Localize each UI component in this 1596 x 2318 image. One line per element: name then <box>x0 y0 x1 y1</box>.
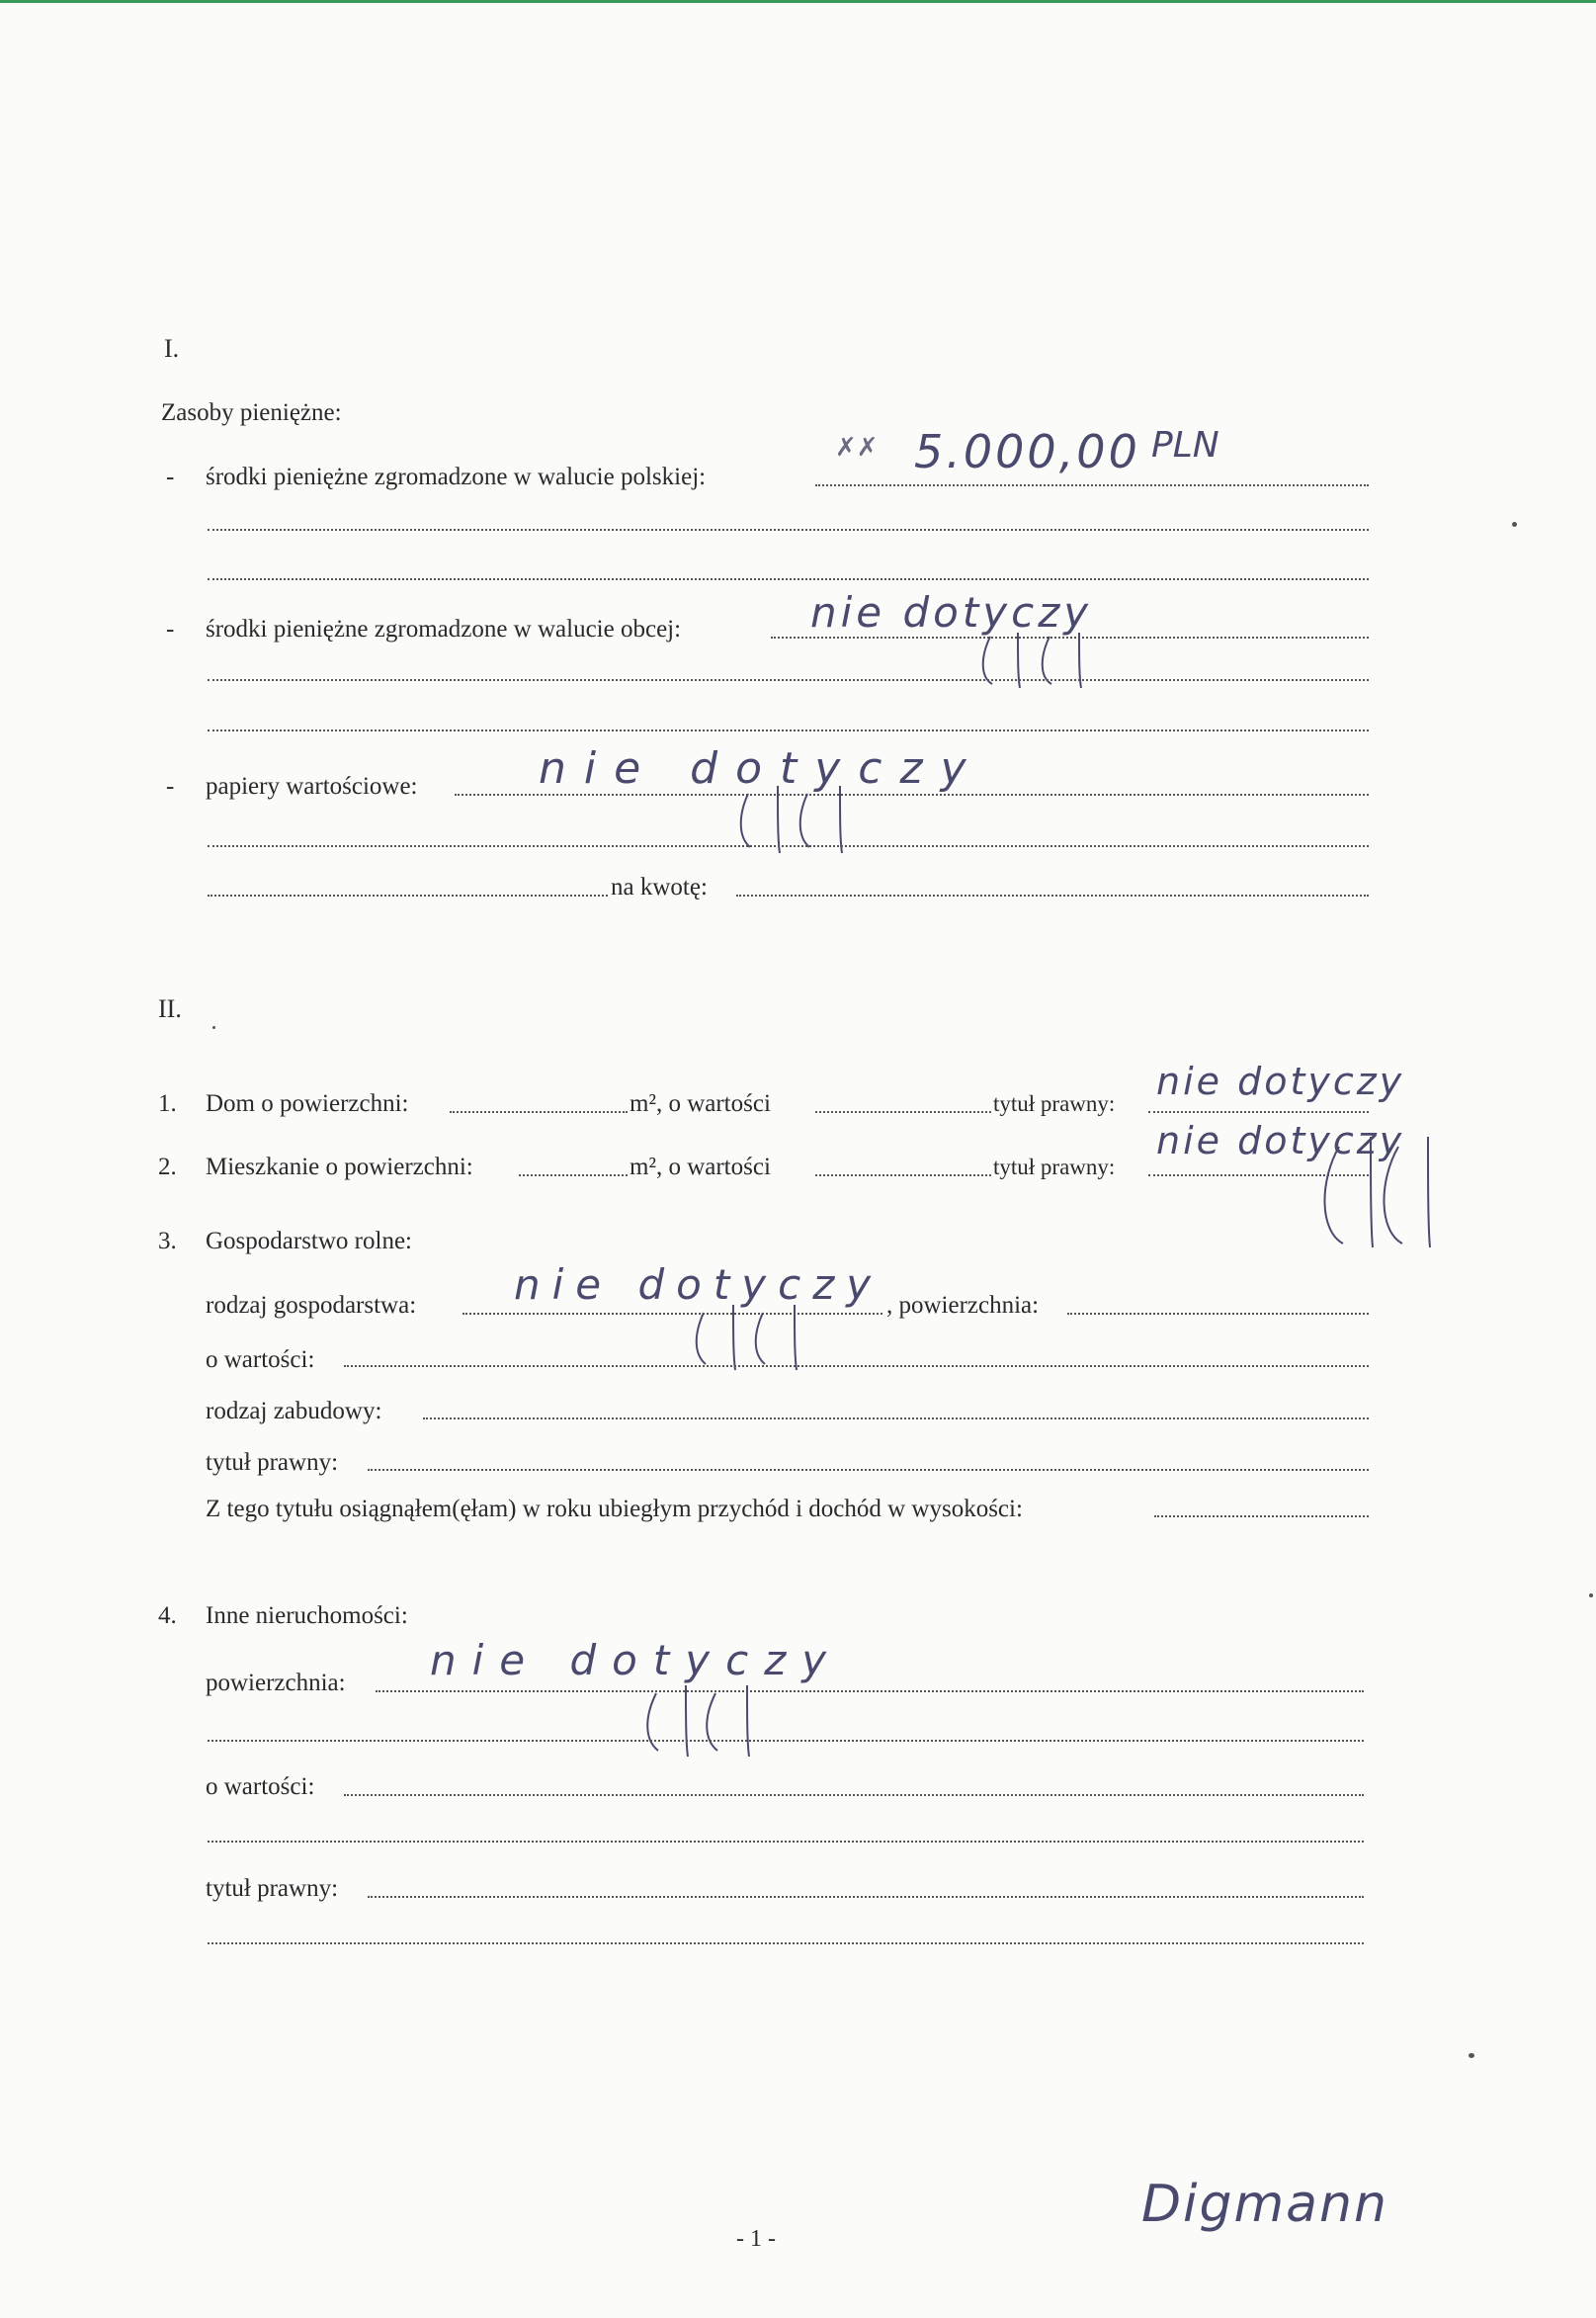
farm-type-line <box>462 1313 882 1315</box>
scan-speck <box>1469 2053 1474 2058</box>
securities-line-3 <box>208 895 608 897</box>
house-value-line <box>815 1111 991 1113</box>
scan-speck <box>1589 1593 1593 1597</box>
item-number: 2. <box>158 1154 177 1180</box>
pln-funds-value: 5.000,00 <box>914 425 1140 478</box>
section-1-number: I. <box>164 334 180 363</box>
farm-label: Gospodarstwo rolne: <box>206 1228 412 1254</box>
farm-value-line <box>344 1365 1369 1367</box>
foreign-funds-line-3 <box>208 730 1369 731</box>
other-value-line-2 <box>208 1841 1364 1843</box>
farm-title-line <box>368 1469 1369 1471</box>
pln-currency: PLN <box>1151 425 1219 466</box>
house-area-line <box>450 1111 628 1113</box>
house-title-value: nie dotyczy <box>1156 1060 1405 1103</box>
pln-funds-line <box>815 484 1369 486</box>
farm-income-label: Z tego tytułu osiągnąłem(ęłam) w roku ubiegłym przychód i dochód w wysokości: <box>206 1496 1023 1522</box>
flat-area-label: Mieszkanie o powierzchni: <box>206 1154 473 1180</box>
handwritten-strokes <box>692 1305 810 1374</box>
foreign-funds-value: nie dotyczy <box>810 588 1093 637</box>
handwritten-strokes <box>642 1685 761 1760</box>
house-title-line <box>1148 1111 1369 1113</box>
other-area-label: powierzchnia: <box>206 1670 346 1696</box>
scan-speck <box>1512 522 1517 527</box>
other-title-line-2 <box>208 1942 1364 1944</box>
pln-funds-label: środki pieniężne zgromadzone w walucie polskiej: <box>206 464 707 490</box>
page-number: - 1 - <box>736 2226 776 2252</box>
signature: Digmann <box>1141 2175 1388 2234</box>
other-title-label: tytuł prawny: <box>206 1875 339 1902</box>
flat-value-line <box>815 1174 991 1176</box>
amount-label: na kwotę: <box>611 874 708 901</box>
other-area-value: nie dotyczy <box>430 1636 843 1684</box>
foreign-funds-label: środki pieniężne zgromadzone w walucie obcej: <box>206 616 682 643</box>
house-unit-label: m², o wartości <box>630 1090 771 1117</box>
other-value-label: o wartości: <box>206 1773 315 1800</box>
house-title-label: tytuł prawny: <box>993 1091 1116 1116</box>
bullet: - <box>166 773 175 800</box>
securities-label: papiery wartościowe: <box>206 773 418 800</box>
handwritten-strokes <box>978 633 1097 692</box>
farm-building-line <box>423 1417 1369 1419</box>
flat-area-line <box>519 1174 628 1176</box>
section-1-heading: Zasoby pieniężne: <box>161 399 342 426</box>
item-number: 1. <box>158 1090 177 1117</box>
pln-funds-line-2 <box>208 529 1369 531</box>
farm-title-label: tytuł prawny: <box>206 1449 339 1476</box>
handwritten-strokes <box>1319 1137 1438 1250</box>
item-number: 3. <box>158 1228 177 1254</box>
flat-unit-label: m², o wartości <box>630 1154 771 1180</box>
scan-top-edge <box>0 0 1596 3</box>
bullet: - <box>166 616 175 643</box>
farm-area-label: , powierzchnia: <box>886 1292 1040 1319</box>
pln-funds-line-3 <box>208 578 1369 580</box>
flat-title-label: tytuł prawny: <box>993 1155 1116 1179</box>
flat-title-value: nie dotyczy <box>1156 1119 1405 1162</box>
farm-building-label: rodzaj zabudowy: <box>206 1398 382 1424</box>
farm-value-label: o wartości: <box>206 1346 315 1373</box>
securities-line-2 <box>208 845 1369 847</box>
securities-line <box>455 794 1369 796</box>
other-area-line-2 <box>208 1740 1364 1742</box>
other-value-line <box>344 1794 1364 1796</box>
farm-type-label: rodzaj gospodarstwa: <box>206 1292 417 1319</box>
securities-value: nie dotyczy <box>539 743 984 794</box>
farm-area-line <box>1067 1313 1369 1315</box>
farm-income-line <box>1154 1515 1369 1517</box>
other-property-label: Inne nieruchomości: <box>206 1602 408 1629</box>
bullet: - <box>166 464 175 490</box>
scan-speck <box>212 1026 215 1029</box>
other-title-line <box>368 1896 1364 1898</box>
item-number: 4. <box>158 1602 177 1629</box>
house-area-label: Dom o powierzchni: <box>206 1090 409 1117</box>
other-area-line <box>376 1690 1364 1692</box>
farm-type-value: nie dotyczy <box>514 1260 883 1309</box>
foreign-funds-line-2 <box>208 679 1369 681</box>
crossed-out-mark: ✗✗ <box>835 433 879 463</box>
section-2-number: II. <box>158 994 182 1023</box>
amount-line <box>736 895 1369 897</box>
